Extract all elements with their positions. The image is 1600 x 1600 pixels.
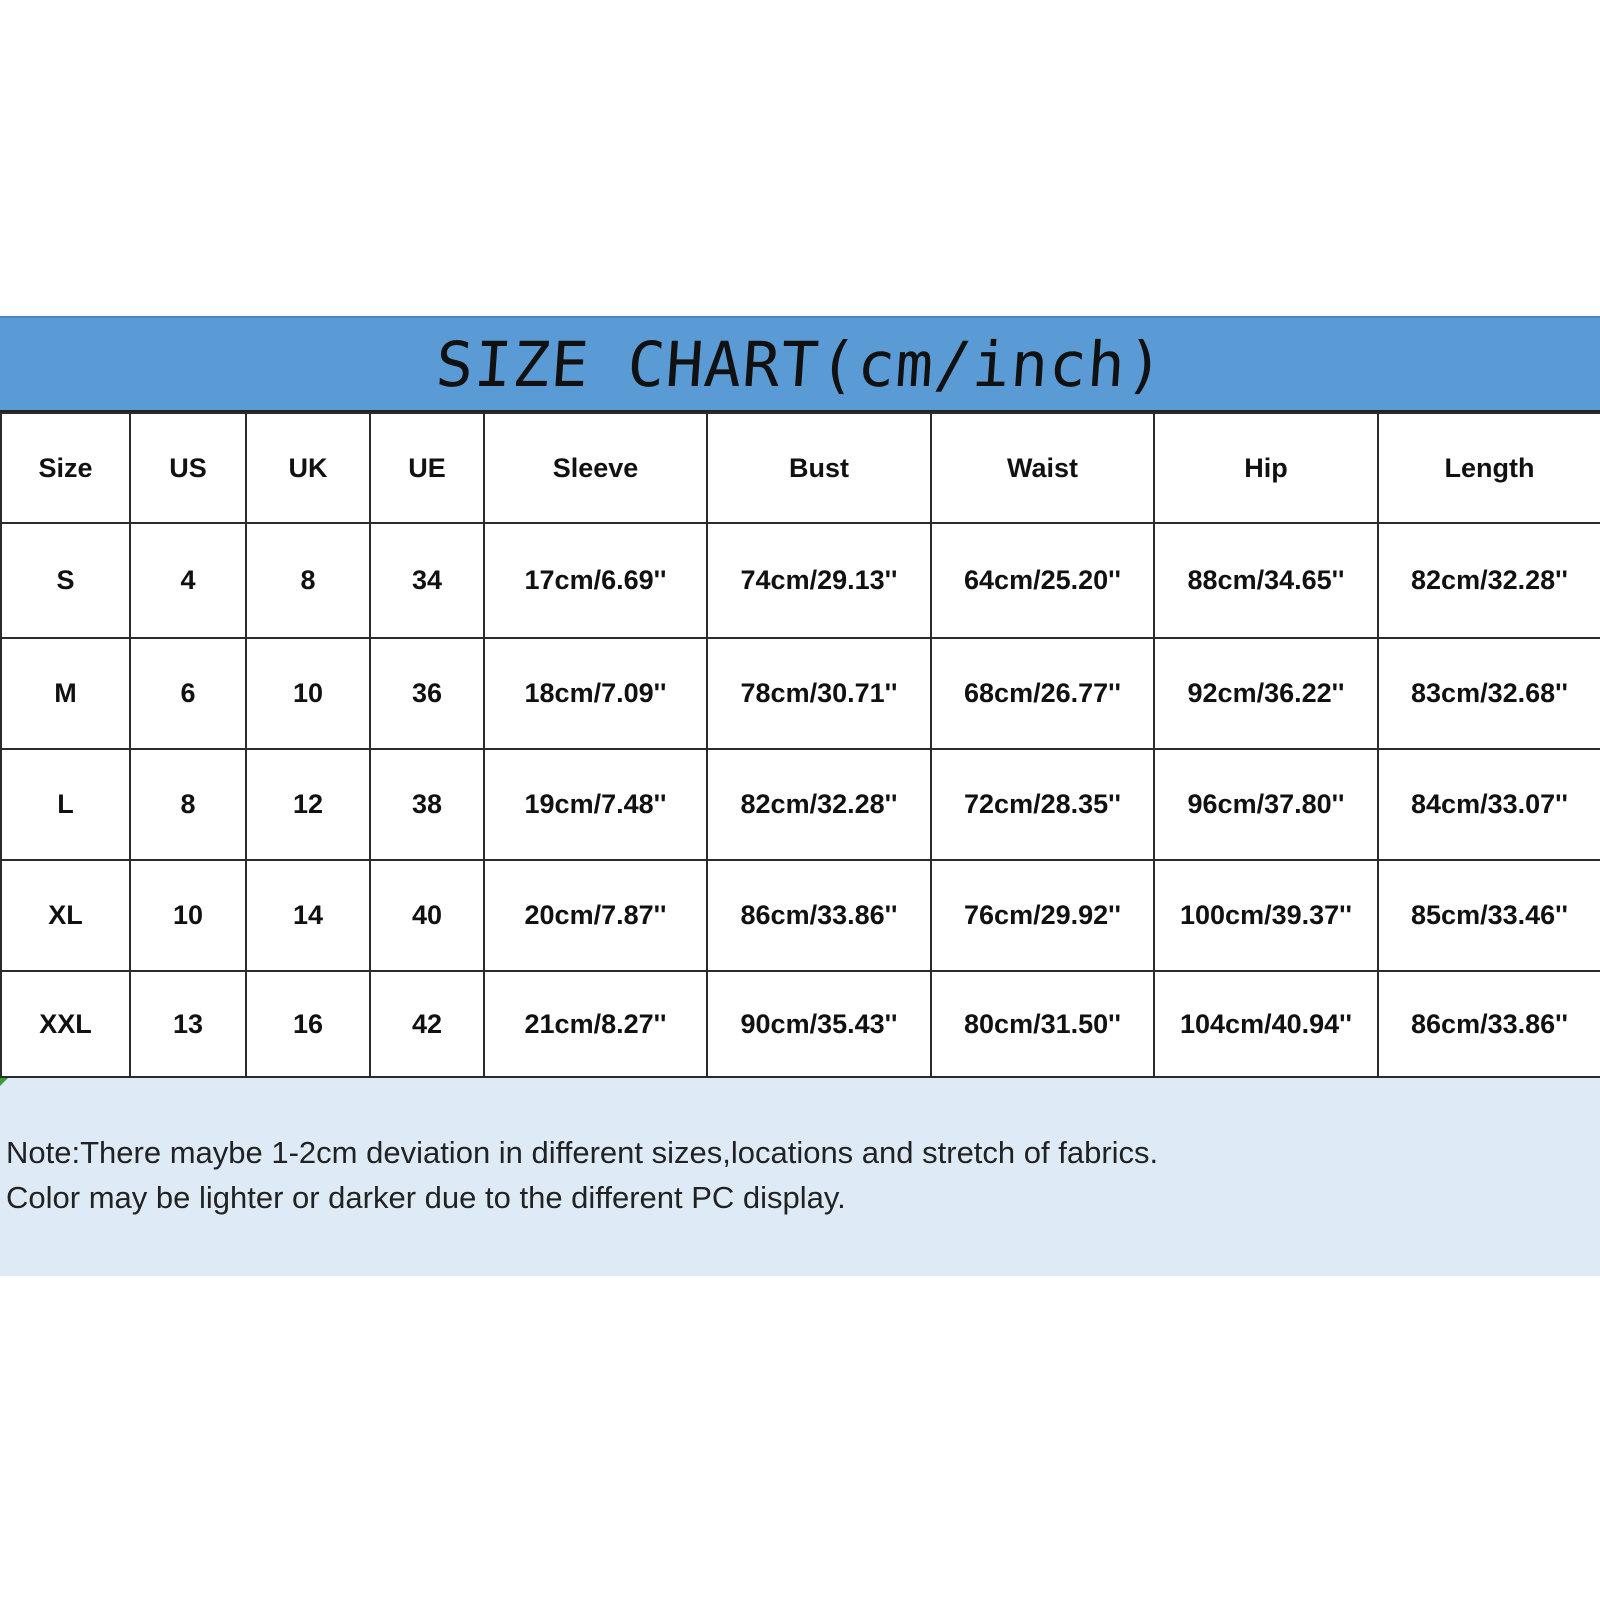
cell-us: 13	[130, 971, 246, 1077]
cell-length: 86cm/33.86''	[1378, 971, 1600, 1077]
cell-us: 8	[130, 749, 246, 860]
note-box	[0, 1078, 1600, 1276]
cell-ue: 38	[370, 749, 484, 860]
table-row	[1, 638, 1600, 749]
cell-size: M	[1, 638, 130, 749]
column-header-sleeve: Sleeve	[484, 413, 707, 523]
cell-hip: 100cm/39.37''	[1154, 860, 1378, 971]
cell-uk: 14	[246, 860, 370, 971]
cell-size: S	[1, 523, 130, 638]
cell-length: 85cm/33.46''	[1378, 860, 1600, 971]
cell-length: 82cm/32.28''	[1378, 523, 1600, 638]
table-row	[1, 860, 1600, 971]
note-line-2: Color may be lighter or darker due to the different PC display.	[6, 1180, 846, 1215]
table-header-row	[1, 413, 1600, 523]
cell-length: 84cm/33.07''	[1378, 749, 1600, 860]
cell-size: L	[1, 749, 130, 860]
cell-sleeve: 18cm/7.09''	[484, 638, 707, 749]
cell-ue: 36	[370, 638, 484, 749]
cell-sleeve: 19cm/7.48''	[484, 749, 707, 860]
cell-hip: 104cm/40.94''	[1154, 971, 1378, 1077]
cell-size: XXL	[1, 971, 130, 1077]
column-header-waist: Waist	[931, 413, 1154, 523]
note-line-1: Note:There maybe 1-2cm deviation in different sizes,locations and stretch of fabrics.	[6, 1135, 1159, 1170]
cell-bust: 82cm/32.28''	[707, 749, 931, 860]
table-row	[1, 523, 1600, 638]
cell-sleeve: 17cm/6.69''	[484, 523, 707, 638]
column-header-ue: UE	[370, 413, 484, 523]
cell-sleeve: 20cm/7.87''	[484, 860, 707, 971]
cell-waist: 68cm/26.77''	[931, 638, 1154, 749]
column-header-hip: Hip	[1154, 413, 1378, 523]
cell-uk: 12	[246, 749, 370, 860]
cell-waist: 64cm/25.20''	[931, 523, 1154, 638]
cell-uk: 8	[246, 523, 370, 638]
cell-us: 6	[130, 638, 246, 749]
cell-uk: 16	[246, 971, 370, 1077]
cell-uk: 10	[246, 638, 370, 749]
cell-ue: 34	[370, 523, 484, 638]
cell-size: XL	[1, 860, 130, 971]
cell-waist: 72cm/28.35''	[931, 749, 1154, 860]
cell-bust: 86cm/33.86''	[707, 860, 931, 971]
size-chart	[0, 316, 1600, 1276]
cell-us: 4	[130, 523, 246, 638]
cell-ue: 42	[370, 971, 484, 1077]
table-row	[1, 971, 1600, 1077]
cell-hip: 88cm/34.65''	[1154, 523, 1378, 638]
chart-title: SIZE CHART(cm/inch)	[433, 327, 1167, 401]
cell-sleeve: 21cm/8.27''	[484, 971, 707, 1077]
column-header-bust: Bust	[707, 413, 931, 523]
cell-length: 83cm/32.68''	[1378, 638, 1600, 749]
cell-bust: 74cm/29.13''	[707, 523, 931, 638]
size-table	[0, 412, 1600, 1078]
corner-marker	[0, 1078, 8, 1086]
column-header-length: Length	[1378, 413, 1600, 523]
column-header-us: US	[130, 413, 246, 523]
column-header-uk: UK	[246, 413, 370, 523]
cell-ue: 40	[370, 860, 484, 971]
cell-hip: 92cm/36.22''	[1154, 638, 1378, 749]
cell-waist: 76cm/29.92''	[931, 860, 1154, 971]
column-header-size: Size	[1, 413, 130, 523]
table-row	[1, 749, 1600, 860]
cell-hip: 96cm/37.80''	[1154, 749, 1378, 860]
cell-us: 10	[130, 860, 246, 971]
cell-bust: 78cm/30.71''	[707, 638, 931, 749]
cell-bust: 90cm/35.43''	[707, 971, 931, 1077]
cell-waist: 80cm/31.50''	[931, 971, 1154, 1077]
title-bar	[0, 316, 1600, 412]
